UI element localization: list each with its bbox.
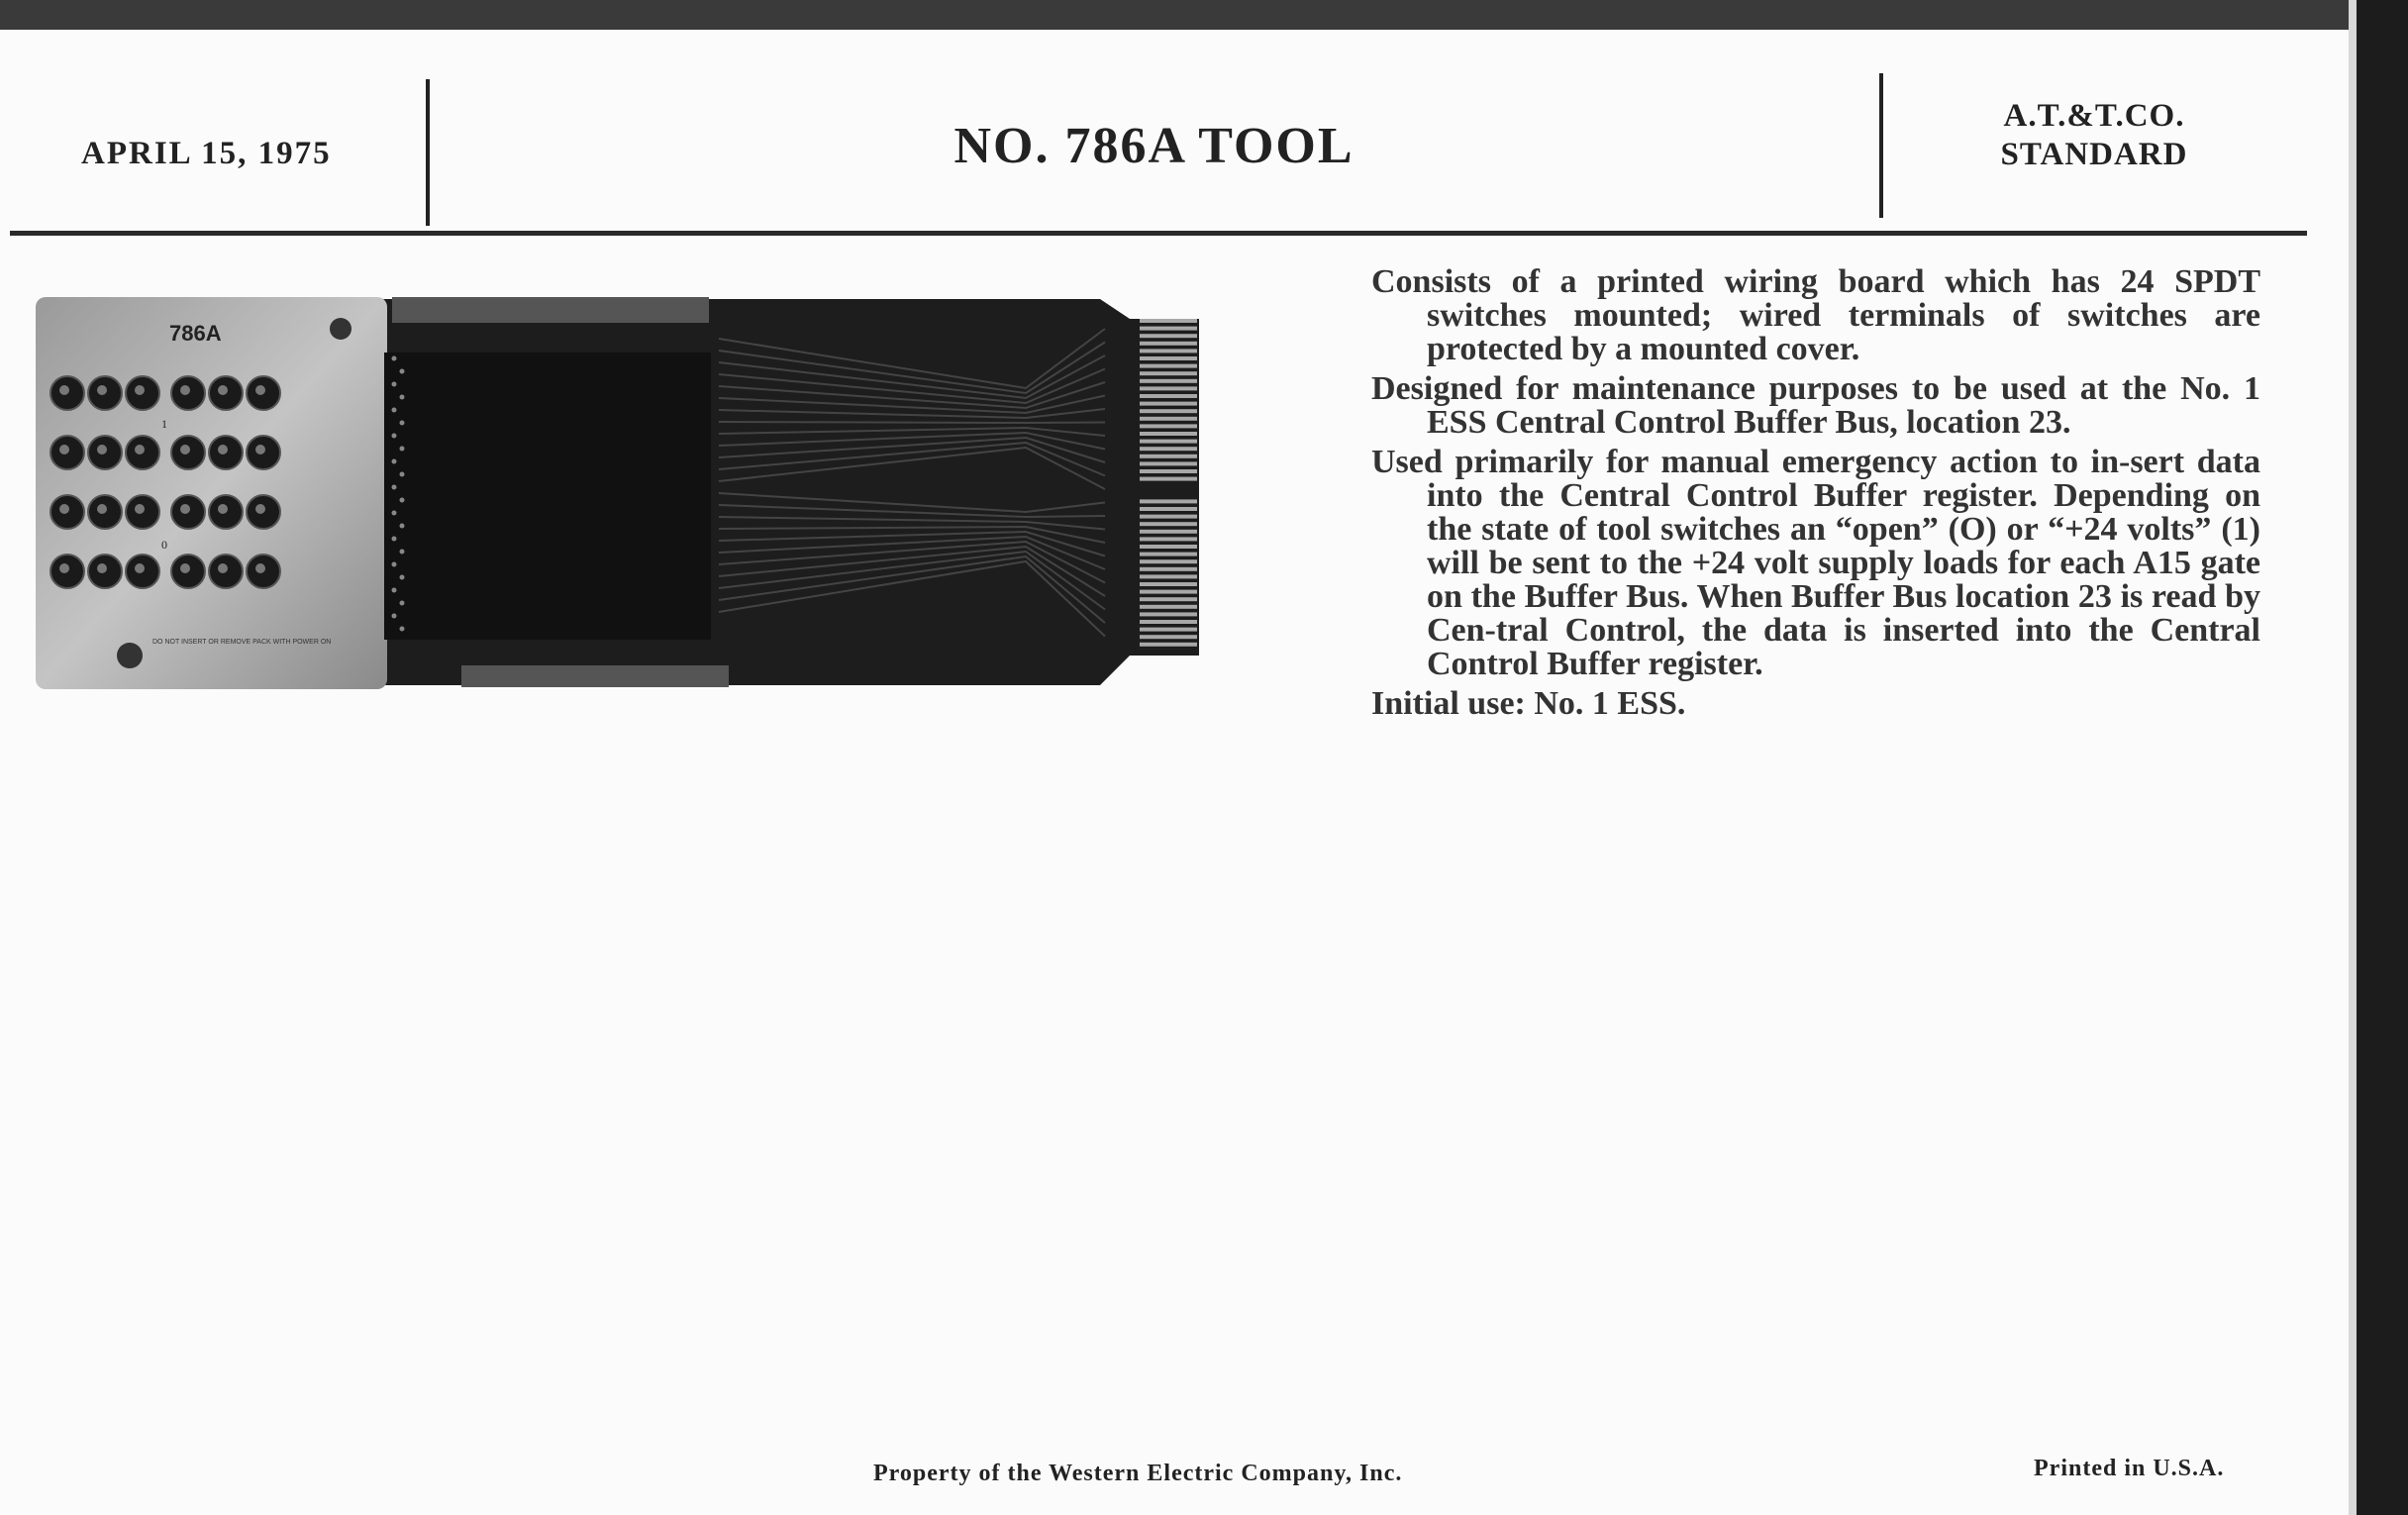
edge-connector-finger — [1140, 507, 1197, 511]
edge-connector-finger — [1140, 379, 1197, 383]
footer-property: Property of the Western Electric Company, Inc. — [873, 1461, 1403, 1486]
screw-icon — [330, 318, 351, 340]
switch-marking-0: 0 — [161, 538, 167, 552]
terminal-pin — [392, 434, 397, 439]
toggle-switch-highlight — [97, 385, 107, 395]
edge-connector-finger — [1140, 447, 1197, 451]
terminal-pin — [400, 369, 405, 374]
terminal-pin — [392, 408, 397, 413]
terminal-pin — [400, 395, 405, 400]
face-plate — [36, 297, 387, 689]
toggle-switch-highlight — [97, 445, 107, 454]
edge-connector-finger — [1140, 440, 1197, 444]
description-paragraph: Used primarily for manual emergency action to in-sert data into the Central Control Buffer register. Depending on the state of tool switches an “open” (O) or “+24 volts” (1) will be sent to the +24 volt supply loads for each A15 gate on the Buffer Bus. When Buffer Bus location 23 is read by Cen-tral Control, the data is inserted into the Central Control Buffer register. — [1371, 444, 2260, 682]
terminal-pin — [392, 614, 397, 619]
terminal-pin — [392, 382, 397, 387]
terminal-pin — [392, 356, 397, 361]
edge-connector-finger — [1140, 417, 1197, 421]
standard-mark — [1881, 97, 2307, 174]
edge-connector-finger — [1140, 522, 1197, 526]
edge-connector-finger — [1140, 469, 1197, 473]
edge-connector-finger — [1140, 559, 1197, 563]
edge-connector-finger — [1140, 499, 1197, 503]
terminal-pin — [400, 472, 405, 477]
toggle-switch-highlight — [59, 445, 69, 454]
edge-connector-finger — [1140, 567, 1197, 571]
screw-icon — [117, 643, 143, 668]
edge-connector-finger — [1140, 612, 1197, 616]
terminal-pin — [392, 588, 397, 593]
terminal-pin — [392, 485, 397, 490]
toggle-switch-highlight — [135, 385, 145, 395]
warning-label: DO NOT INSERT OR REMOVE PACK WITH POWER ON — [152, 639, 332, 646]
toggle-switch-highlight — [135, 504, 145, 514]
toggle-switch-highlight — [218, 504, 228, 514]
edge-connector-finger — [1140, 643, 1197, 647]
terminal-pin — [392, 562, 397, 567]
toggle-switch-highlight — [218, 445, 228, 454]
toggle-switch-highlight — [59, 385, 69, 395]
scan-border-right — [2357, 0, 2408, 1515]
toggle-switch-highlight — [180, 385, 190, 395]
header-rule — [10, 231, 2307, 236]
edge-connector-finger — [1140, 553, 1197, 556]
edge-connector-finger — [1140, 605, 1197, 609]
toggle-switch-highlight — [97, 504, 107, 514]
edge-connector-finger — [1140, 327, 1197, 331]
edge-connector-finger — [1140, 597, 1197, 601]
edge-connector-finger — [1140, 477, 1197, 481]
edge-connector-finger — [1140, 545, 1197, 549]
edge-connector-finger — [1140, 432, 1197, 436]
terminal-pin — [400, 447, 405, 452]
switch-marking-1: 1 — [161, 417, 167, 431]
board-strip — [392, 297, 709, 323]
terminal-pin — [400, 601, 405, 606]
edge-connector-finger — [1140, 582, 1197, 586]
description — [1371, 265, 2260, 727]
edge-connector-finger — [1140, 530, 1197, 534]
toggle-switch-highlight — [97, 563, 107, 573]
toggle-switch-highlight — [255, 445, 265, 454]
edge-connector-finger — [1140, 628, 1197, 632]
edge-connector-finger — [1140, 620, 1197, 624]
terminal-pin — [400, 627, 405, 632]
toggle-switch-highlight — [180, 445, 190, 454]
edge-connector-finger — [1140, 424, 1197, 428]
circuit-trace — [719, 422, 1105, 423]
edge-connector-finger — [1140, 349, 1197, 353]
edge-connector-finger — [1140, 394, 1197, 398]
issue-date: APRIL 15, 1975 — [81, 136, 332, 171]
edge-connector-finger — [1140, 454, 1197, 458]
terminal-pin — [392, 459, 397, 464]
edge-connector-finger — [1140, 574, 1197, 578]
toggle-switch-highlight — [59, 563, 69, 573]
description-paragraph: Consists of a printed wiring board which has 24 SPDT switches mounted; wired terminals of switches are protected by a mounted cover. — [1371, 263, 2260, 367]
toggle-switch-highlight — [218, 563, 228, 573]
edge-connector-finger — [1140, 590, 1197, 594]
toggle-switch-highlight — [255, 504, 265, 514]
edge-connector-finger — [1140, 356, 1197, 360]
footer-printed: Printed in U.S.A. — [2034, 1456, 2225, 1481]
toggle-switch-highlight — [180, 563, 190, 573]
edge-connector-finger — [1140, 402, 1197, 406]
scan-border-top — [0, 0, 2408, 30]
edge-connector-finger — [1140, 371, 1197, 375]
toggle-switch-highlight — [59, 504, 69, 514]
terminal-pin — [400, 550, 405, 555]
scan-border-right-edge — [2349, 0, 2357, 1515]
edge-connector-finger — [1140, 461, 1197, 465]
terminal-pin — [400, 524, 405, 529]
edge-connector-finger — [1140, 537, 1197, 541]
toggle-switch-highlight — [255, 563, 265, 573]
board-strip — [461, 665, 729, 687]
terminal-pin — [400, 498, 405, 503]
tool-photo — [36, 289, 1209, 695]
terminal-pin — [392, 511, 397, 516]
toggle-switch-highlight — [180, 504, 190, 514]
terminal-pin — [400, 575, 405, 580]
standard-line-2: STANDARD — [2000, 137, 2188, 172]
board-label: 786A — [169, 321, 222, 346]
initial-use: Initial use: No. 1 ESS. — [1371, 685, 1686, 722]
terminal-cover — [384, 353, 711, 640]
terminal-pin — [392, 537, 397, 542]
toggle-switch-highlight — [135, 563, 145, 573]
page-title: NO. 786A TOOL — [953, 118, 1354, 174]
edge-connector-finger — [1140, 342, 1197, 346]
standard-line-1: A.T.&T.CO. — [2003, 98, 2185, 134]
edge-connector-finger — [1140, 635, 1197, 639]
terminal-pin — [400, 421, 405, 426]
description-paragraph: Designed for maintenance purposes to be used at the No. 1 ESS Central Control Buffer Bus, location 23. — [1371, 370, 2260, 441]
edge-connector-finger — [1140, 515, 1197, 519]
toggle-switch-highlight — [218, 385, 228, 395]
edge-connector-finger — [1140, 386, 1197, 390]
toggle-switch-highlight — [135, 445, 145, 454]
edge-connector-finger — [1140, 364, 1197, 368]
toggle-switch-highlight — [255, 385, 265, 395]
edge-connector-finger — [1140, 409, 1197, 413]
edge-connector-finger — [1140, 334, 1197, 338]
edge-connector-finger — [1140, 319, 1197, 323]
